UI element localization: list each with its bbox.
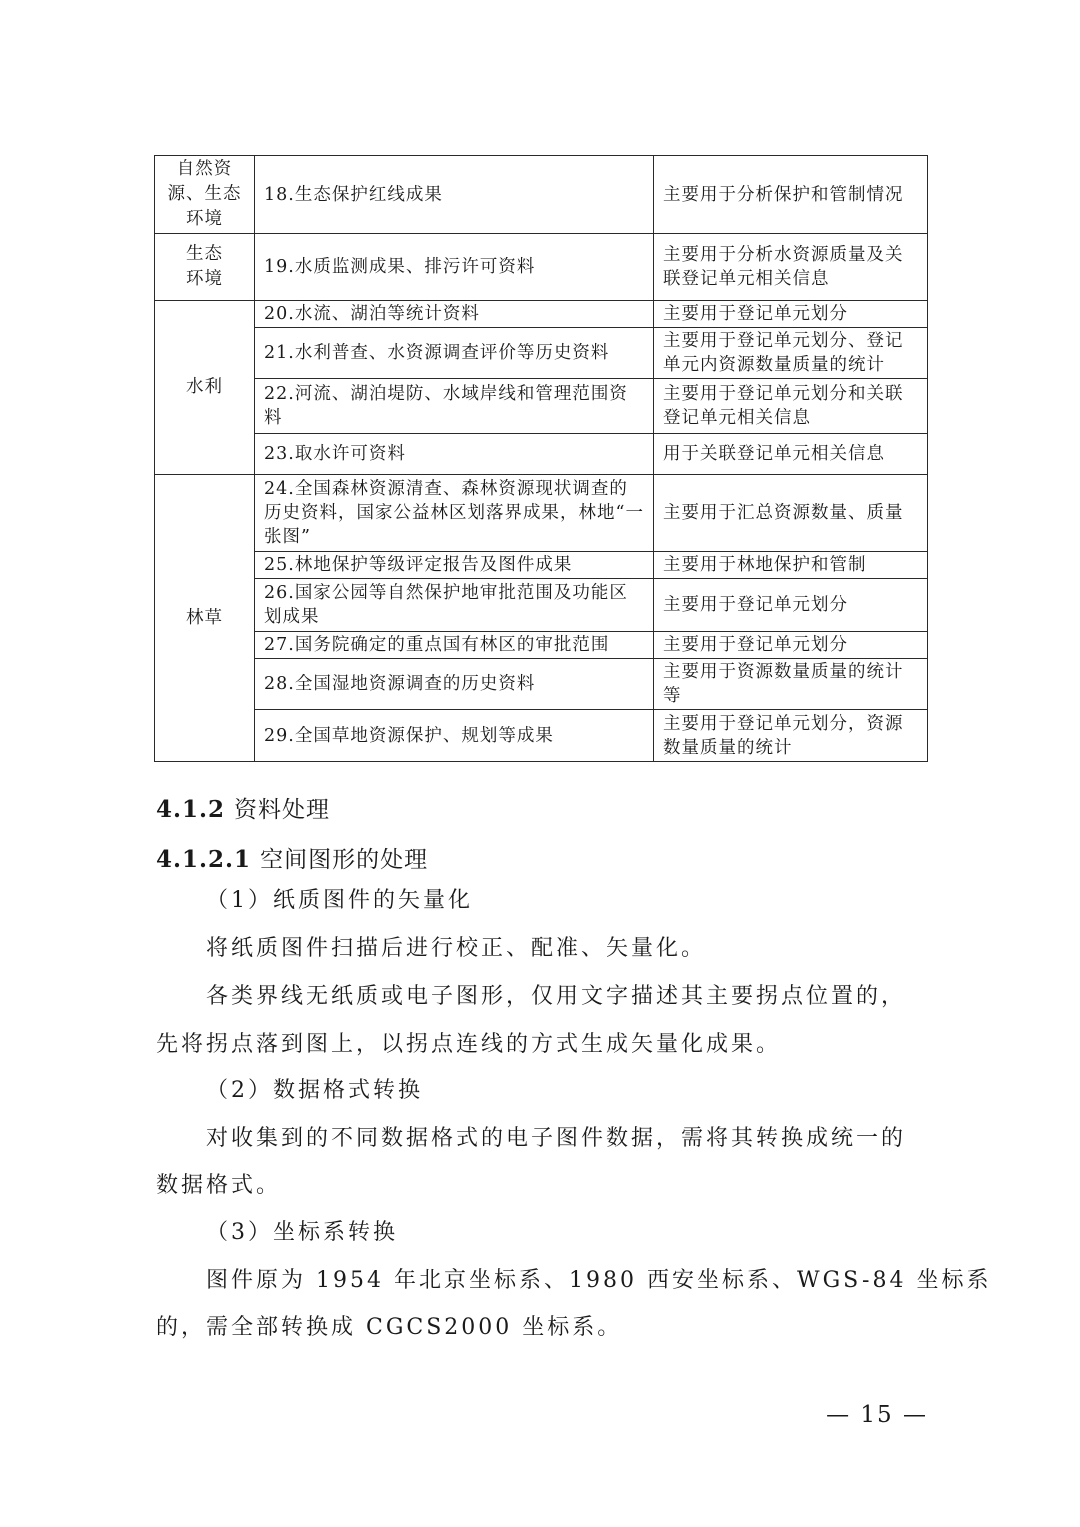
item-cell: 19.水质监测成果、排污许可资料 — [255, 234, 654, 301]
table-row — [155, 632, 928, 659]
item-cell: 24.全国森林资源清查、森林资源现状调查的历史资料，国家公益林区划落界成果，林地“一张图” — [255, 475, 654, 552]
table-row — [155, 434, 928, 475]
table-row — [155, 234, 928, 301]
table-row — [155, 552, 928, 579]
dept-cell: 林草 — [155, 475, 255, 762]
section-heading: 4.1.2 资料处理 — [156, 796, 331, 823]
table-row — [155, 156, 928, 234]
use-cell: 主要用于登记单元划分 — [654, 632, 928, 659]
paragraph: 对收集到的不同数据格式的电子图件数据，需将其转换成统一的 — [206, 1126, 907, 1151]
use-cell: 主要用于汇总资源数量、质量 — [654, 475, 928, 552]
item-cell: 25.林地保护等级评定报告及图件成果 — [255, 552, 654, 579]
item-cell: 18.生态保护红线成果 — [255, 156, 654, 234]
use-cell: 主要用于登记单元划分和关联登记单元相关信息 — [654, 379, 928, 434]
use-cell: 主要用于林地保护和管制 — [654, 552, 928, 579]
dept-cell: 水利 — [155, 301, 255, 475]
data-source-table — [154, 155, 928, 762]
use-cell: 主要用于登记单元划分，资源数量质量的统计 — [654, 710, 928, 762]
table-row — [155, 328, 928, 379]
item-cell: 22.河流、湖泊堤防、水域岸线和管理范围资料 — [255, 379, 654, 434]
item-cell: 23.取水许可资料 — [255, 434, 654, 475]
paragraph-continued: 的，需全部转换成 CGCS2000 坐标系。 — [156, 1315, 623, 1340]
list-item-heading: （1）纸质图件的矢量化 — [206, 888, 473, 913]
dept-cell: 自然资 源、生态 环境 — [155, 156, 255, 234]
item-cell: 26.国家公园等自然保护地审批范围及功能区划成果 — [255, 579, 654, 632]
table-row — [155, 301, 928, 328]
item-cell: 28.全国湿地资源调查的历史资料 — [255, 659, 654, 710]
item-cell: 29.全国草地资源保护、规划等成果 — [255, 710, 654, 762]
paragraph-continued: 数据格式。 — [156, 1173, 282, 1198]
paragraph-continued: 先将拐点落到图上，以拐点连线的方式生成矢量化成果。 — [156, 1032, 782, 1057]
list-item-heading: （2）数据格式转换 — [206, 1078, 423, 1103]
table-row — [155, 710, 928, 762]
use-cell: 主要用于登记单元划分 — [654, 579, 928, 632]
paragraph: 将纸质图件扫描后进行校正、配准、矢量化。 — [206, 936, 707, 961]
use-cell: 主要用于分析水资源质量及关联登记单元相关信息 — [654, 234, 928, 301]
use-cell: 主要用于登记单元划分、登记单元内资源数量质量的统计 — [654, 328, 928, 379]
item-cell: 20.水流、湖泊等统计资料 — [255, 301, 654, 328]
table-row — [155, 379, 928, 434]
table-row — [155, 579, 928, 632]
dept-cell: 生态 环境 — [155, 234, 255, 301]
paragraph: 各类界线无纸质或电子图形，仅用文字描述其主要拐点位置的， — [206, 984, 907, 1009]
table-row — [155, 475, 928, 552]
use-cell: 主要用于资源数量质量的统计等 — [654, 659, 928, 710]
table-row — [155, 659, 928, 710]
subsection-heading: 4.1.2.1 空间图形的处理 — [156, 846, 429, 873]
list-item-heading: （3）坐标系转换 — [206, 1220, 398, 1245]
paragraph: 图件原为 1954 年北京坐标系、1980 西安坐标系、WGS-84 坐标系 — [206, 1268, 992, 1293]
item-cell: 21.水利普查、水资源调查评价等历史资料 — [255, 328, 654, 379]
use-cell: 主要用于登记单元划分 — [654, 301, 928, 328]
page-number: — 15 — — [826, 1402, 928, 1428]
use-cell: 用于关联登记单元相关信息 — [654, 434, 928, 475]
item-cell: 27.国务院确定的重点国有林区的审批范围 — [255, 632, 654, 659]
use-cell: 主要用于分析保护和管制情况 — [654, 156, 928, 234]
